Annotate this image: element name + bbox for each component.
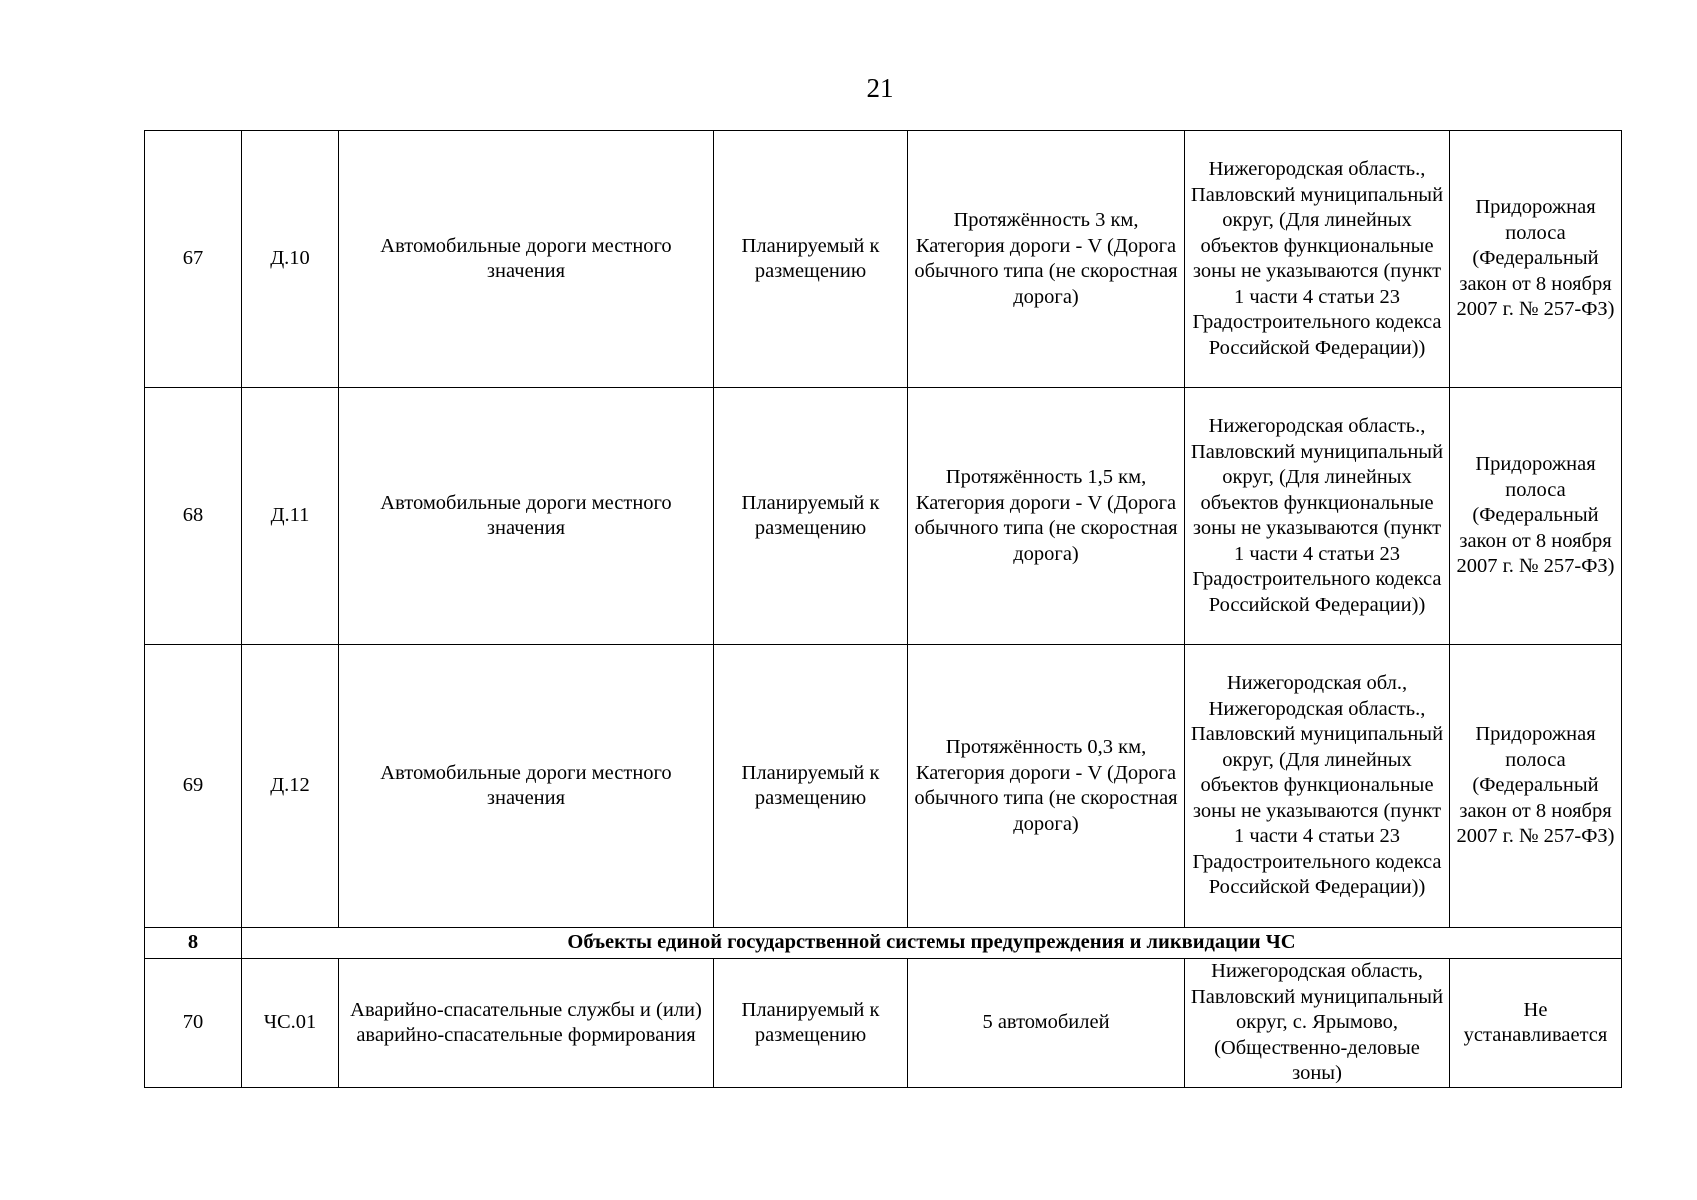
row-number: 67	[145, 131, 242, 388]
object-characteristics: Протяжённость 1,5 км, Категория дороги - V (Дорога обычного типа (не скоростная дорога)	[908, 388, 1185, 645]
object-status: Планируемый к размещению	[714, 959, 908, 1088]
object-location: Нижегородская обл., Нижегородская область., Павловский муниципальный округ, (Для линейных объектов функциональные зоны не указываются (пункт 1 части 4 статьи 23 Градостроительного кодекса Российской Федерации))	[1185, 645, 1450, 928]
table-row	[145, 131, 1622, 388]
object-name: Автомобильные дороги местного значения	[339, 131, 714, 388]
object-location: Нижегородская область, Павловский муниципальный округ, с. Ярымово, (Общественно-деловые зоны)	[1185, 959, 1450, 1088]
objects-table	[144, 130, 1622, 1088]
object-location: Нижегородская область., Павловский муниципальный округ, (Для линейных объектов функциональные зоны не указываются (пункт 1 части 4 статьи 23 Градостроительного кодекса Российской Федерации))	[1185, 131, 1450, 388]
section-title: Объекты единой государственной системы предупреждения и ликвидации ЧС	[242, 928, 1622, 959]
object-status: Планируемый к размещению	[714, 645, 908, 928]
row-number: 70	[145, 959, 242, 1088]
table-row	[145, 645, 1622, 928]
object-characteristics: 5 автомобилей	[908, 959, 1185, 1088]
object-zone: Придорожная полоса (Федеральный закон от 8 ноября 2007 г. № 257-ФЗ)	[1450, 645, 1622, 928]
object-code: ЧС.01	[242, 959, 339, 1088]
page-number: 21	[866, 73, 894, 103]
object-name: Автомобильные дороги местного значения	[339, 645, 714, 928]
object-location: Нижегородская область., Павловский муниципальный округ, (Для линейных объектов функциональные зоны не указываются (пункт 1 части 4 статьи 23 Градостроительного кодекса Российской Федерации))	[1185, 388, 1450, 645]
section-number: 8	[145, 928, 242, 959]
object-status: Планируемый к размещению	[714, 131, 908, 388]
object-code: Д.12	[242, 645, 339, 928]
row-number: 68	[145, 388, 242, 645]
object-characteristics: Протяжённость 3 км, Категория дороги - V (Дорога обычного типа (не скоростная дорога)	[908, 131, 1185, 388]
object-code: Д.11	[242, 388, 339, 645]
object-zone: Не устанавливается	[1450, 959, 1622, 1088]
table-row	[145, 959, 1622, 1088]
object-characteristics: Протяжённость 0,3 км, Категория дороги - V (Дорога обычного типа (не скоростная дорога)	[908, 645, 1185, 928]
row-number: 69	[145, 645, 242, 928]
object-status: Планируемый к размещению	[714, 388, 908, 645]
object-name: Автомобильные дороги местного значения	[339, 388, 714, 645]
object-zone: Придорожная полоса (Федеральный закон от 8 ноября 2007 г. № 257-ФЗ)	[1450, 388, 1622, 645]
object-zone: Придорожная полоса (Федеральный закон от 8 ноября 2007 г. № 257-ФЗ)	[1450, 131, 1622, 388]
table-row	[145, 388, 1622, 645]
object-code: Д.10	[242, 131, 339, 388]
section-header-row	[145, 928, 1622, 959]
object-name: Аварийно-спасательные службы и (или) аварийно-спасательные формирования	[339, 959, 714, 1088]
